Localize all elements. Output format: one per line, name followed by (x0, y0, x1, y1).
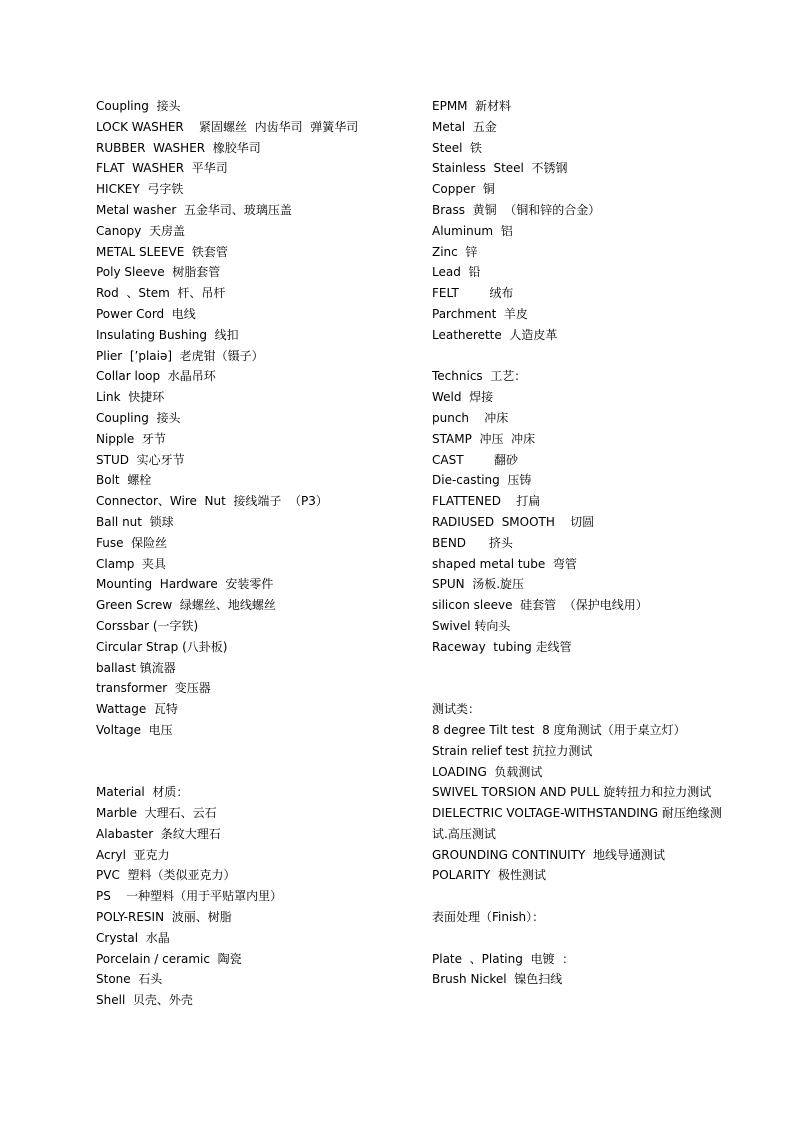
glossary-entry: 表面处理（Finish）： (432, 910, 545, 925)
glossary-entry: Leatherette 人造皮革 (432, 327, 558, 342)
glossary-entry: Green Screw 绿螺丝、地线螺丝 (96, 598, 276, 613)
glossary-entry: punch 冲床 (432, 410, 509, 425)
glossary-entry: STAMP 冲压 冲床 (432, 431, 536, 446)
glossary-entry: FELT 绒布 (432, 286, 514, 301)
glossary-entry: Connector、Wire Nut 接线端子 （P3） (96, 494, 328, 509)
glossary-entry: Stainless Steel 不锈钢 (432, 161, 568, 176)
glossary-entry: Ball nut 锁球 (96, 514, 174, 529)
glossary-entry: Copper 铜 (432, 182, 495, 197)
glossary-entry: Zinc 锌 (432, 244, 478, 259)
glossary-entry: RUBBER WASHER 橡胶华司 (96, 140, 261, 155)
blank-line (432, 886, 732, 907)
glossary-entry: Stone 石头 (96, 972, 163, 987)
glossary-entry: Circular Strap (八卦板) (96, 639, 228, 654)
glossary-entry: Plate 、Plating 电镀 ： (432, 951, 575, 966)
glossary-entry: Metal washer 五金华司、玻璃压盖 (96, 202, 292, 217)
glossary-entry: STUD 实心牙节 (96, 452, 185, 467)
glossary-entry: Coupling 接头 (96, 99, 181, 113)
glossary-entry: Link 快捷环 (96, 390, 165, 405)
glossary-entry: silicon sleeve 硅套管 （保护电线用） (432, 598, 648, 613)
glossary-entry: Coupling 接头 (96, 410, 181, 425)
glossary-entry: FLAT WASHER 平华司 (96, 161, 228, 176)
glossary-entry: FLATTENED 打扁 (432, 494, 541, 509)
glossary-entry: transformer 变压器 (96, 681, 211, 696)
glossary-entry: shaped metal tube 弯管 (432, 556, 577, 571)
glossary-entry: LOADING 负载测试 (432, 764, 543, 779)
glossary-entry: Alabaster 条纹大理石 (96, 826, 221, 841)
glossary-entry: Strain relief test 抗拉力测试 (432, 743, 593, 758)
glossary-entry: Metal 五金 (432, 119, 497, 134)
glossary-entry: Swivel 转向头 (432, 618, 511, 633)
glossary-entry: Material 材质： (96, 785, 189, 800)
blank-line (432, 346, 732, 367)
glossary-entry: Insulating Bushing 线扣 (96, 327, 239, 342)
glossary-entry: Mounting Hardware 安装零件 (96, 577, 274, 592)
glossary-entry: PS 一种塑料（用于平贴罩内里） (96, 889, 283, 904)
blank-line (432, 678, 732, 699)
blank-line (432, 658, 732, 679)
glossary-entry: Collar loop 水晶吊环 (96, 369, 216, 384)
blank-line (96, 762, 416, 783)
glossary-entry: Nipple 牙节 (96, 431, 166, 446)
glossary-entry: Parchment 羊皮 (432, 306, 528, 321)
glossary-entry: Aluminum 铝 (432, 223, 513, 238)
glossary-entry: Crystal 水晶 (96, 930, 170, 945)
glossary-entry: Clamp 夹具 (96, 556, 167, 571)
glossary-entry: METAL SLEEVE 铁套管 (96, 244, 228, 259)
glossary-entry: Shell 贝壳、外壳 (96, 993, 193, 1008)
glossary-entry: Canopy 天房盖 (96, 223, 186, 238)
glossary-entry: Technics 工艺： (432, 369, 527, 384)
glossary-entry: Raceway tubing 走线管 (432, 639, 572, 654)
glossary-entry: RADIUSED SMOOTH 切圆 (432, 514, 595, 529)
glossary-entry: Brass 黄铜 （铜和锌的合金） (432, 202, 601, 217)
glossary-entry: DIELECTRIC VOLTAGE-WITHSTANDING 耐压绝缘测试.高压测试 (432, 806, 722, 841)
glossary-entry: Wattage 瓦特 (96, 702, 178, 717)
left-column (96, 96, 416, 1011)
blank-line (432, 928, 732, 949)
glossary-entry: POLY-RESIN 波丽、树脂 (96, 910, 232, 925)
glossary-entry: EPMM 新材料 (432, 99, 512, 113)
glossary-entry: Weld 焊接 (432, 390, 494, 405)
glossary-entry: PVC 塑料（类似亚克力） (96, 868, 236, 883)
glossary-entry: Acryl 亚克力 (96, 847, 170, 862)
glossary-entry: Bolt 螺栓 (96, 473, 152, 488)
glossary-entry: Marble 大理石、云石 (96, 806, 217, 821)
glossary-entry: Voltage 电压 (96, 722, 173, 737)
glossary-entry: Rod 、Stem 杆、吊杆 (96, 286, 226, 301)
glossary-entry: POLARITY 极性测试 (432, 868, 547, 883)
glossary-entry: BEND 挤头 (432, 535, 513, 550)
glossary-entry: Plier [’plaiə] 老虎钳（镊子） (96, 348, 264, 363)
glossary-entry: Die-casting 压铸 (432, 473, 532, 488)
glossary-entry: LOCK WASHER 紧固螺丝 内齿华司 弹簧华司 (96, 119, 359, 134)
glossary-entry: Poly Sleeve 树脂套管 (96, 265, 221, 280)
glossary-entry: 8 degree Tilt test 8 度角测试（用于桌立灯） (432, 722, 686, 737)
glossary-entry: 测试类： (432, 702, 481, 717)
glossary-entry: Lead 铅 (432, 265, 481, 280)
blank-line (96, 741, 416, 762)
glossary-entry: CAST 翻砂 (432, 452, 519, 467)
glossary-entry: Brush Nickel 镍色扫线 (432, 972, 563, 987)
glossary-entry: Steel 铁 (432, 140, 483, 155)
right-column (432, 96, 732, 990)
glossary-entry: Power Cord 电线 (96, 306, 196, 321)
glossary-entry: Corssbar (一字铁) (96, 618, 199, 633)
glossary-entry: HICKEY 弓字铁 (96, 182, 184, 197)
glossary-entry: ballast 镇流器 (96, 660, 176, 675)
glossary-entry: Porcelain / ceramic 陶瓷 (96, 951, 242, 966)
glossary-entry: GROUNDING CONTINUITY 地线导通测试 (432, 847, 665, 862)
glossary-entry: SWIVEL TORSION AND PULL 旋转扭力和拉力测试 (432, 785, 712, 800)
glossary-entry: SPUN 汤板.旋压 (432, 577, 525, 592)
glossary-entry: Fuse 保险丝 (96, 535, 168, 550)
